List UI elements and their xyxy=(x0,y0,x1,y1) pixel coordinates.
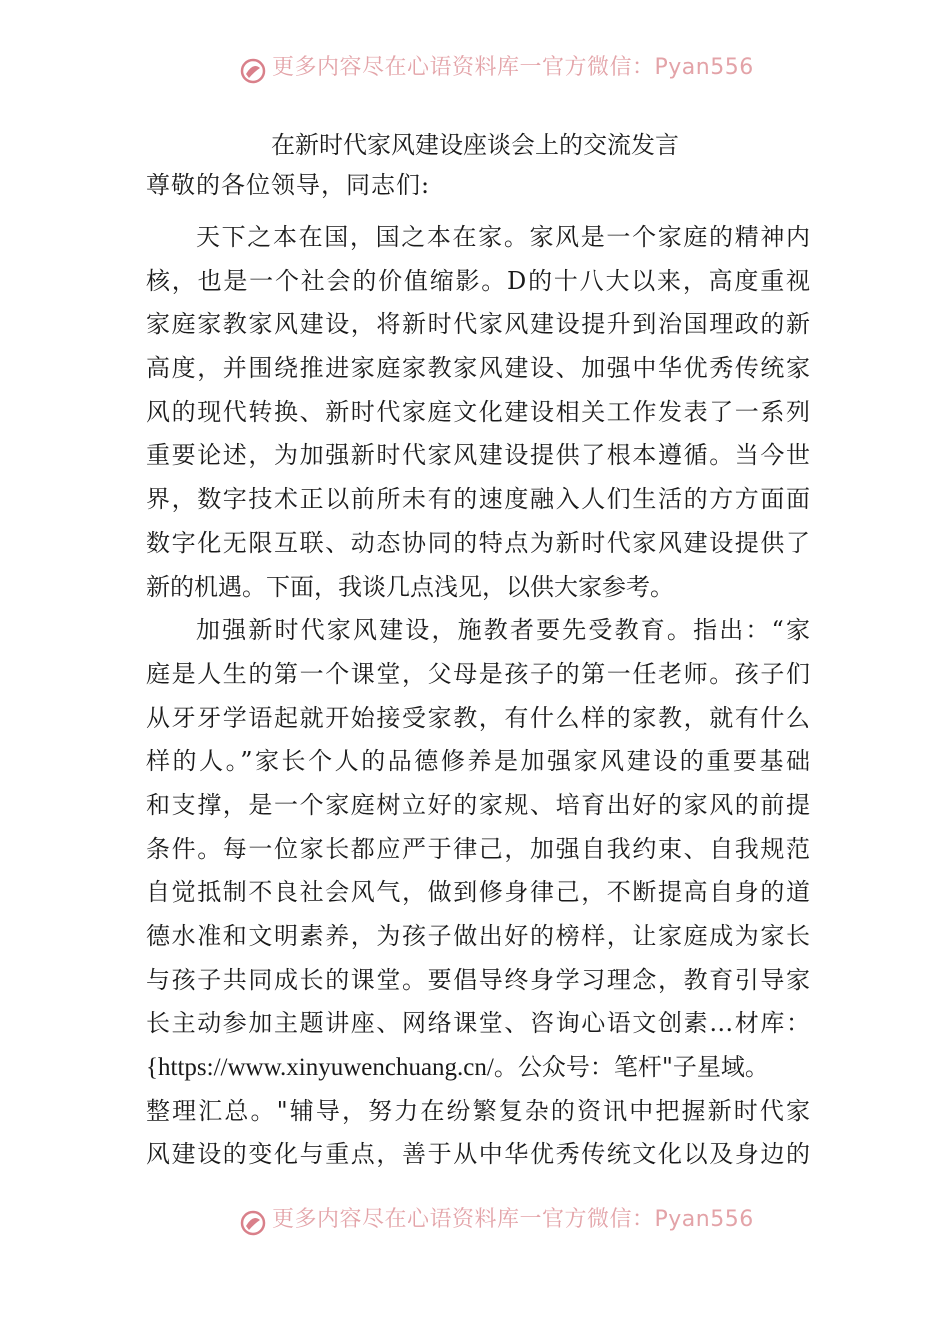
watermark-logo-icon xyxy=(240,1210,266,1236)
document-body xyxy=(146,216,810,1177)
header-watermark xyxy=(0,55,950,87)
text-line: 数字化无限互联、动态协同的特点为新时代家风建设提供了 xyxy=(146,528,810,557)
text-line: 庭是人生的第一个课堂，父母是孩子的第一任老师。孩子们 xyxy=(146,659,810,688)
salutation: 尊敬的各位领导，同志们: xyxy=(146,171,431,199)
text-line: 加强新时代家风建设，施教者要先受教育。指出：“家 xyxy=(196,616,810,645)
text-line: 风的现代转换、新时代家庭文化建设相关工作发表了一系列 xyxy=(146,397,810,426)
text-line: 条件。每一位家长都应严于律己，加强自我约束、自我规范 xyxy=(146,834,810,863)
text-line: 整理汇总。"辅导，努力在纷繁复杂的资讯中把握新时代家 xyxy=(146,1096,810,1125)
document-title: 在新时代家风建设座谈会上的交流发言 xyxy=(271,131,679,159)
text-line: 长主动参加主题讲座、网络课堂、咨询心语文创素…材库： xyxy=(146,1009,810,1038)
text-line: 天下之本在国，国之本在家。家风是一个家庭的精神内 xyxy=(196,223,810,251)
text-line: 和支撑，是一个家庭树立好的家规、培育出好的家风的前提 xyxy=(146,790,810,819)
text-line: 样的人。”家长个人的品德修养是加强家风建设的重要基础 xyxy=(146,747,810,776)
website-url: {https://www.xinyuwenchuang.cn/ xyxy=(146,1054,494,1082)
text-line: 风建设的变化与重点，善于从中华优秀传统文化以及身边的 xyxy=(146,1140,810,1169)
text-line: 核，也是一个社会的价值缩影。D的十八大以来，高度重视 xyxy=(146,266,810,295)
text-line: 家庭家教家风建设，将新时代家风建设提升到治国理政的新 xyxy=(146,310,810,339)
text-line: 界，数字技术正以前所未有的速度融入人们生活的方方面面 xyxy=(146,485,810,514)
text-line-with-url xyxy=(146,1046,810,1090)
text-line: 高度，并围绕推进家庭家教家风建设、加强中华优秀传统家 xyxy=(146,354,810,383)
text-line: 与孩子共同成长的课堂。要倡导终身学习理念，教育引导家 xyxy=(146,965,810,994)
text-line: 德水准和文明素养，为孩子做出好的榜样，让家庭成为家长 xyxy=(146,922,810,950)
text-line: 重要论述，为加强新时代家风建设提供了根本遵循。当今世 xyxy=(146,441,810,470)
text-line-tail: 。公众号：笔杆"子星域。 xyxy=(493,1053,769,1082)
text-line: 新的机遇。下面，我谈几点浅见，以供大家参考。 xyxy=(146,572,674,601)
watermark-text: 更多内容尽在心语资料库一官方微信：Pyan556 xyxy=(272,55,754,80)
text-line: 从牙牙学语起就开始接受家教，有什么样的家教，就有什么 xyxy=(146,703,810,732)
watermark-logo-icon xyxy=(240,58,266,84)
text-line: 自觉抵制不良社会风气，做到修身律己，不断提高自身的道 xyxy=(146,878,810,907)
footer-watermark xyxy=(0,1207,950,1239)
watermark-text: 更多内容尽在心语资料库一官方微信：Pyan556 xyxy=(272,1207,754,1232)
